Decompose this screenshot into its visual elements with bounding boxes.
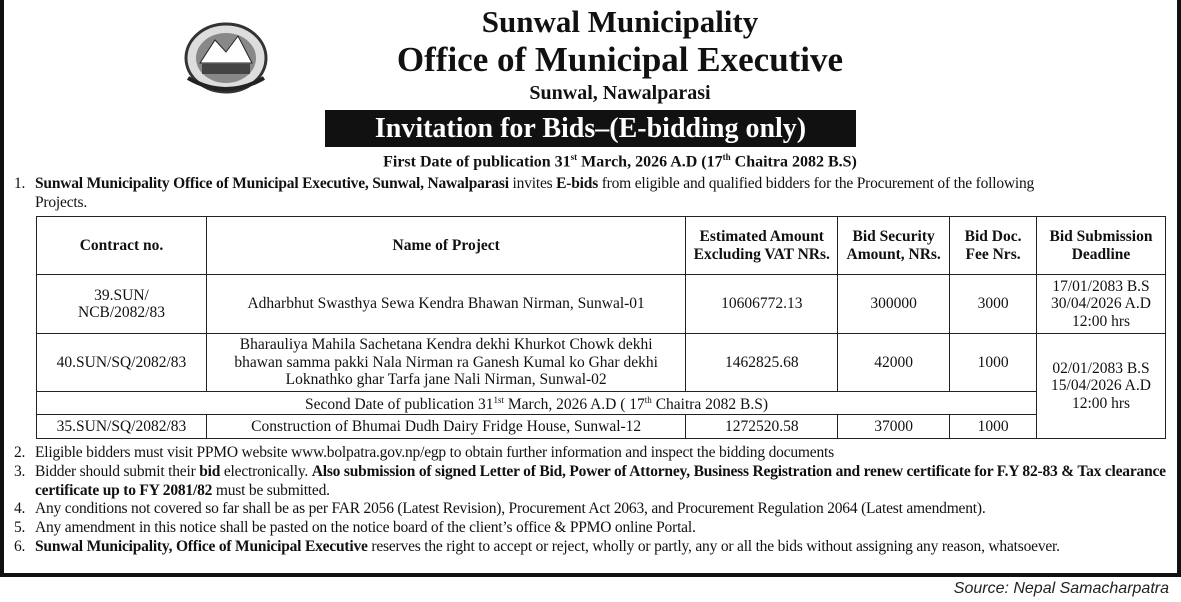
project-name: Construction of Bhumai Dudh Dairy Fridge House, Sunwal-12 — [206, 415, 685, 439]
second-publication-date: Second Date of publication $31^{1st}$ March, 2026 A.D ( 17th Chaitra 2082 B.S) — [37, 392, 1037, 415]
bid-security: 37000 — [838, 415, 950, 439]
bid-security: 42000 — [838, 334, 950, 392]
clause-4: 4. Any conditions not covered so far shall be as per FAR 2056 (Latest Revision), Procurement Act 2063, and Procurement Regulation 2064 (Latest amendment). — [14, 500, 986, 517]
deadline: 17/01/2083 B.S 30/04/2026 A.D 12:00 hrs — [1037, 275, 1166, 334]
col-contract-no: Contract no. — [37, 217, 207, 275]
source-credit: Source: Nepal Samacharpatra — [953, 580, 1169, 597]
deadline: 02/01/2083 B.S 15/04/2026 A.D 12:00 hrs — [1037, 334, 1166, 439]
col-project-name: Name of Project — [206, 217, 685, 275]
clause-5: 5. Any amendment in this notice shall be pasted on the notice board of the client’s office & PPMO online Portal. — [14, 519, 696, 536]
projects-table — [36, 216, 1166, 439]
estimated-amount: 1462825.68 — [686, 334, 838, 392]
clause-1: 1. Sunwal Municipality Office of Municipal Executive, Sunwal, Nawalparasi invites E-bids from eligible and qualified bidders for the Procurement of the following Projects. — [14, 175, 1035, 211]
table-header-row — [37, 217, 1166, 275]
col-bid-security: Bid Security Amount, NRs. — [838, 217, 950, 275]
table-row — [37, 415, 1166, 439]
second-publication-row — [37, 392, 1166, 415]
contract-no: 35.SUN/SQ/2082/83 — [37, 415, 207, 439]
clause-3: 3. Bidder should submit their bid electronically. Also submission of signed Letter of Bid, Power of Attorney, Business Registration and renew certificate for F.Y 82-83 & Tax clearance certificate up to FY 2081/82 must be submitted. — [14, 463, 1166, 499]
notice-title-banner: Invitation for Bids–(E-bidding only) — [325, 110, 856, 147]
clause-2: 2. Eligible bidders must visit PPMO website www.bolpatra.gov.np/egp to obtain further information and inspect the bidding documents — [14, 444, 834, 461]
first-publication-date: First Date of publication 31st March, 2026 A.D (17th Chaitra 2082 B.S) — [383, 152, 857, 171]
table-row — [37, 275, 1166, 334]
estimated-amount: 1272520.58 — [686, 415, 838, 439]
doc-fee: 3000 — [950, 275, 1037, 334]
office-name: Office of Municipal Executive — [396, 40, 844, 79]
municipality-name: Sunwal Municipality — [481, 4, 759, 39]
location: Sunwal, Nawalparasi — [529, 82, 711, 104]
project-name: Adharbhut Swasthya Sewa Kendra Bhawan Nirman, Sunwal-01 — [206, 275, 685, 334]
doc-fee: 1000 — [950, 334, 1037, 392]
clause-6: 6. Sunwal Municipality, Office of Municipal Executive reserves the right to accept or reject, wholly or partly, any or all the bids without assigning any reason, whatsoever. — [14, 538, 1060, 555]
estimated-amount: 10606772.13 — [686, 275, 838, 334]
col-deadline: Bid Submission Deadline — [1037, 217, 1166, 275]
bid-security: 300000 — [838, 275, 950, 334]
col-doc-fee: Bid Doc. Fee Nrs. — [950, 217, 1037, 275]
project-name: Bharauliya Mahila Sachetana Kendra dekhi Khurkot Chowk dekhi bhawan samma pakki Nala Nirman ra Ganesh Kumal ko Ghar dekhi Loknathko ghar Tarfa jane Nali Nirman, Sunwal-02 — [206, 334, 685, 392]
doc-fee: 1000 — [950, 415, 1037, 439]
table-row — [37, 334, 1166, 392]
contract-no: 40.SUN/SQ/2082/83 — [37, 334, 207, 392]
contract-no: 39.SUN/ NCB/2082/83 — [37, 275, 207, 334]
col-estimated-amount: Estimated Amount Excluding VAT NRs. — [686, 217, 838, 275]
